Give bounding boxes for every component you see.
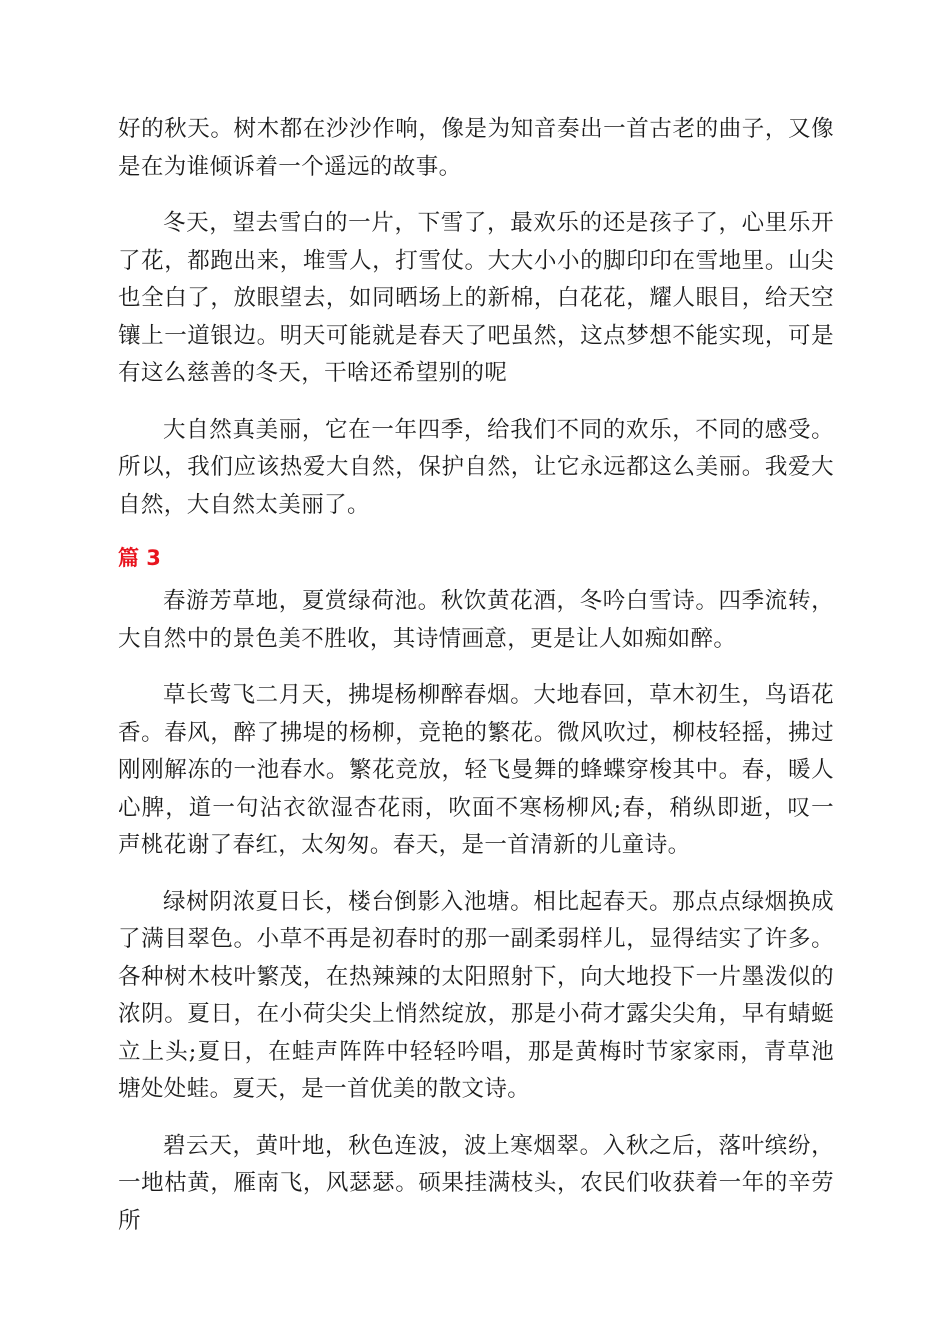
paragraph-autumn: 碧云天，黄叶地，秋色连波，波上寒烟翠。入秋之后，落叶缤纷，一地枯黄，雁南飞，风瑟瑟。硕果挂满枝头，农民们收获着一年的辛劳所 (118, 1132, 834, 1234)
paragraph-intro: 春游芳草地，夏赏绿荷池。秋饮黄花酒，冬吟白雪诗。四季流转，大自然中的景色美不胜收，其诗情画意，更是让人如痴如醉。 (118, 588, 834, 652)
paragraph-winter: 冬天，望去雪白的一片，下雪了，最欢乐的还是孩子了，心里乐开了花，都跑出来，堆雪人，打雪仗。大大小小的脚印印在雪地里。山尖也全白了，放眼望去，如同晒场上的新棉，白花花，耀人眼目，给天空镶上一道银边。明天可能就是春天了吧虽然，这点梦想不能实现，可是有这么慈善的冬天，干啥还希望别的呢 (118, 210, 834, 386)
document-body (118, 111, 834, 1259)
paragraph-summer: 绿树阴浓夏日长，楼台倒影入池塘。相比起春天。那点点绿烟换成了满目翠色。小草不再是初春时的那一副柔弱样儿，显得结实了许多。各种树木枝叶繁茂，在热辣辣的太阳照射下，向大地投下一片墨泼似的浓阴。夏日，在小荷尖尖上悄然绽放，那是小荷才露尖尖角，早有蜻蜓立上头;夏日，在蛙声阵阵中轻轻吟唱，那是黄梅时节家家雨，青草池塘处处蛙。夏天，是一首优美的散文诗。 (118, 888, 834, 1102)
paragraph-conclusion: 大自然真美丽，它在一年四季，给我们不同的欢乐，不同的感受。所以，我们应该热爱大自然，保护自然，让它永远都这么美丽。我爱大自然，大自然太美丽了。 (118, 416, 834, 518)
paragraph-spring: 草长莺飞二月天，拂堤杨柳醉春烟。大地春回，草木初生，鸟语花香。春风，醉了拂堤的杨柳，竞艳的繁花。微风吹过，柳枝轻摇，拂过刚刚解冻的一池春水。繁花竞放，轻飞曼舞的蜂蝶穿梭其中。春，暖人心脾，道一句沾衣欲湿杏花雨，吹面不寒杨柳风;春，稍纵即逝，叹一声桃花谢了春红，太匆匆。春天，是一首清新的儿童诗。 (118, 682, 834, 858)
paragraph-autumn-continued: 好的秋天。树木都在沙沙作响，像是为知音奏出一首古老的曲子，又像是在为谁倾诉着一个遥远的故事。 (118, 116, 834, 180)
section-heading: 篇 3 (118, 546, 161, 570)
